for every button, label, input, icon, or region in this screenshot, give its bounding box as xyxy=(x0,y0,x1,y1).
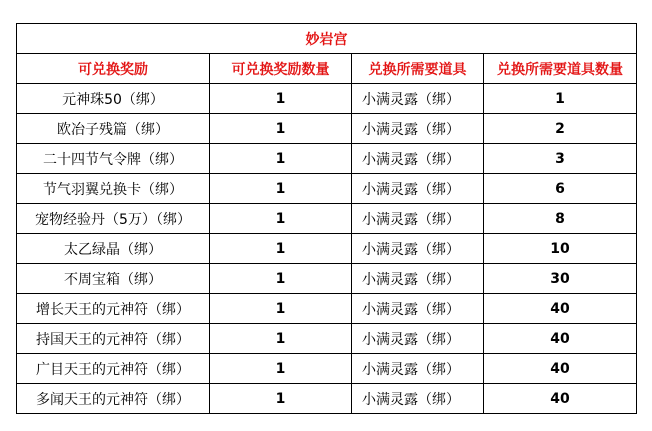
title-row xyxy=(17,24,637,54)
table-row xyxy=(17,114,637,144)
item-qty-cell: 40 xyxy=(484,294,637,324)
table-row xyxy=(17,324,637,354)
item-cell: 小满灵露（绑） xyxy=(352,324,484,354)
table-row xyxy=(17,384,637,414)
item-cell: 小满灵露（绑） xyxy=(352,294,484,324)
header-reward-qty: 可兑换奖励数量 xyxy=(210,54,352,84)
reward-qty-cell: 1 xyxy=(210,144,352,174)
reward-qty-cell: 1 xyxy=(210,384,352,414)
reward-cell: 不周宝箱（绑） xyxy=(17,264,210,294)
item-qty-cell: 3 xyxy=(484,144,637,174)
table-row xyxy=(17,174,637,204)
table-title: 妙岩宫 xyxy=(17,24,637,54)
table-row xyxy=(17,204,637,234)
item-qty-cell: 30 xyxy=(484,264,637,294)
table-row xyxy=(17,234,637,264)
item-qty-cell: 8 xyxy=(484,204,637,234)
header-item-qty: 兑换所需要道具数量 xyxy=(484,54,637,84)
table-row xyxy=(17,84,637,114)
item-cell: 小满灵露（绑） xyxy=(352,174,484,204)
table-row xyxy=(17,264,637,294)
reward-cell: 太乙绿晶（绑） xyxy=(17,234,210,264)
item-cell: 小满灵露（绑） xyxy=(352,204,484,234)
item-qty-cell: 40 xyxy=(484,324,637,354)
reward-qty-cell: 1 xyxy=(210,324,352,354)
item-qty-cell: 10 xyxy=(484,234,637,264)
item-qty-cell: 40 xyxy=(484,384,637,414)
item-qty-cell: 6 xyxy=(484,174,637,204)
reward-cell: 二十四节气令牌（绑） xyxy=(17,144,210,174)
item-cell: 小满灵露（绑） xyxy=(352,234,484,264)
reward-qty-cell: 1 xyxy=(210,264,352,294)
reward-cell: 欧冶子残篇（绑） xyxy=(17,114,210,144)
item-qty-cell: 1 xyxy=(484,84,637,114)
item-cell: 小满灵露（绑） xyxy=(352,264,484,294)
item-cell: 小满灵露（绑） xyxy=(352,144,484,174)
table-row xyxy=(17,144,637,174)
item-cell: 小满灵露（绑） xyxy=(352,84,484,114)
reward-qty-cell: 1 xyxy=(210,234,352,264)
header-row xyxy=(17,54,637,84)
item-qty-cell: 40 xyxy=(484,354,637,384)
reward-cell: 多闻天王的元神符（绑） xyxy=(17,384,210,414)
reward-qty-cell: 1 xyxy=(210,114,352,144)
reward-cell: 广目天王的元神符（绑） xyxy=(17,354,210,384)
reward-cell: 宠物经验丹（5万）（绑） xyxy=(17,204,210,234)
header-reward: 可兑换奖励 xyxy=(17,54,210,84)
reward-cell: 元神珠50（绑） xyxy=(17,84,210,114)
reward-qty-cell: 1 xyxy=(210,354,352,384)
reward-cell: 节气羽翼兑换卡（绑） xyxy=(17,174,210,204)
item-cell: 小满灵露（绑） xyxy=(352,384,484,414)
table-row xyxy=(17,294,637,324)
table-row xyxy=(17,354,637,384)
reward-qty-cell: 1 xyxy=(210,294,352,324)
exchange-table xyxy=(16,23,637,414)
item-cell: 小满灵露（绑） xyxy=(352,114,484,144)
reward-qty-cell: 1 xyxy=(210,84,352,114)
table-body xyxy=(17,24,637,414)
item-cell: 小满灵露（绑） xyxy=(352,354,484,384)
item-qty-cell: 2 xyxy=(484,114,637,144)
reward-cell: 持国天王的元神符（绑） xyxy=(17,324,210,354)
reward-cell: 增长天王的元神符（绑） xyxy=(17,294,210,324)
header-item: 兑换所需要道具 xyxy=(352,54,484,84)
reward-qty-cell: 1 xyxy=(210,204,352,234)
reward-qty-cell: 1 xyxy=(210,174,352,204)
